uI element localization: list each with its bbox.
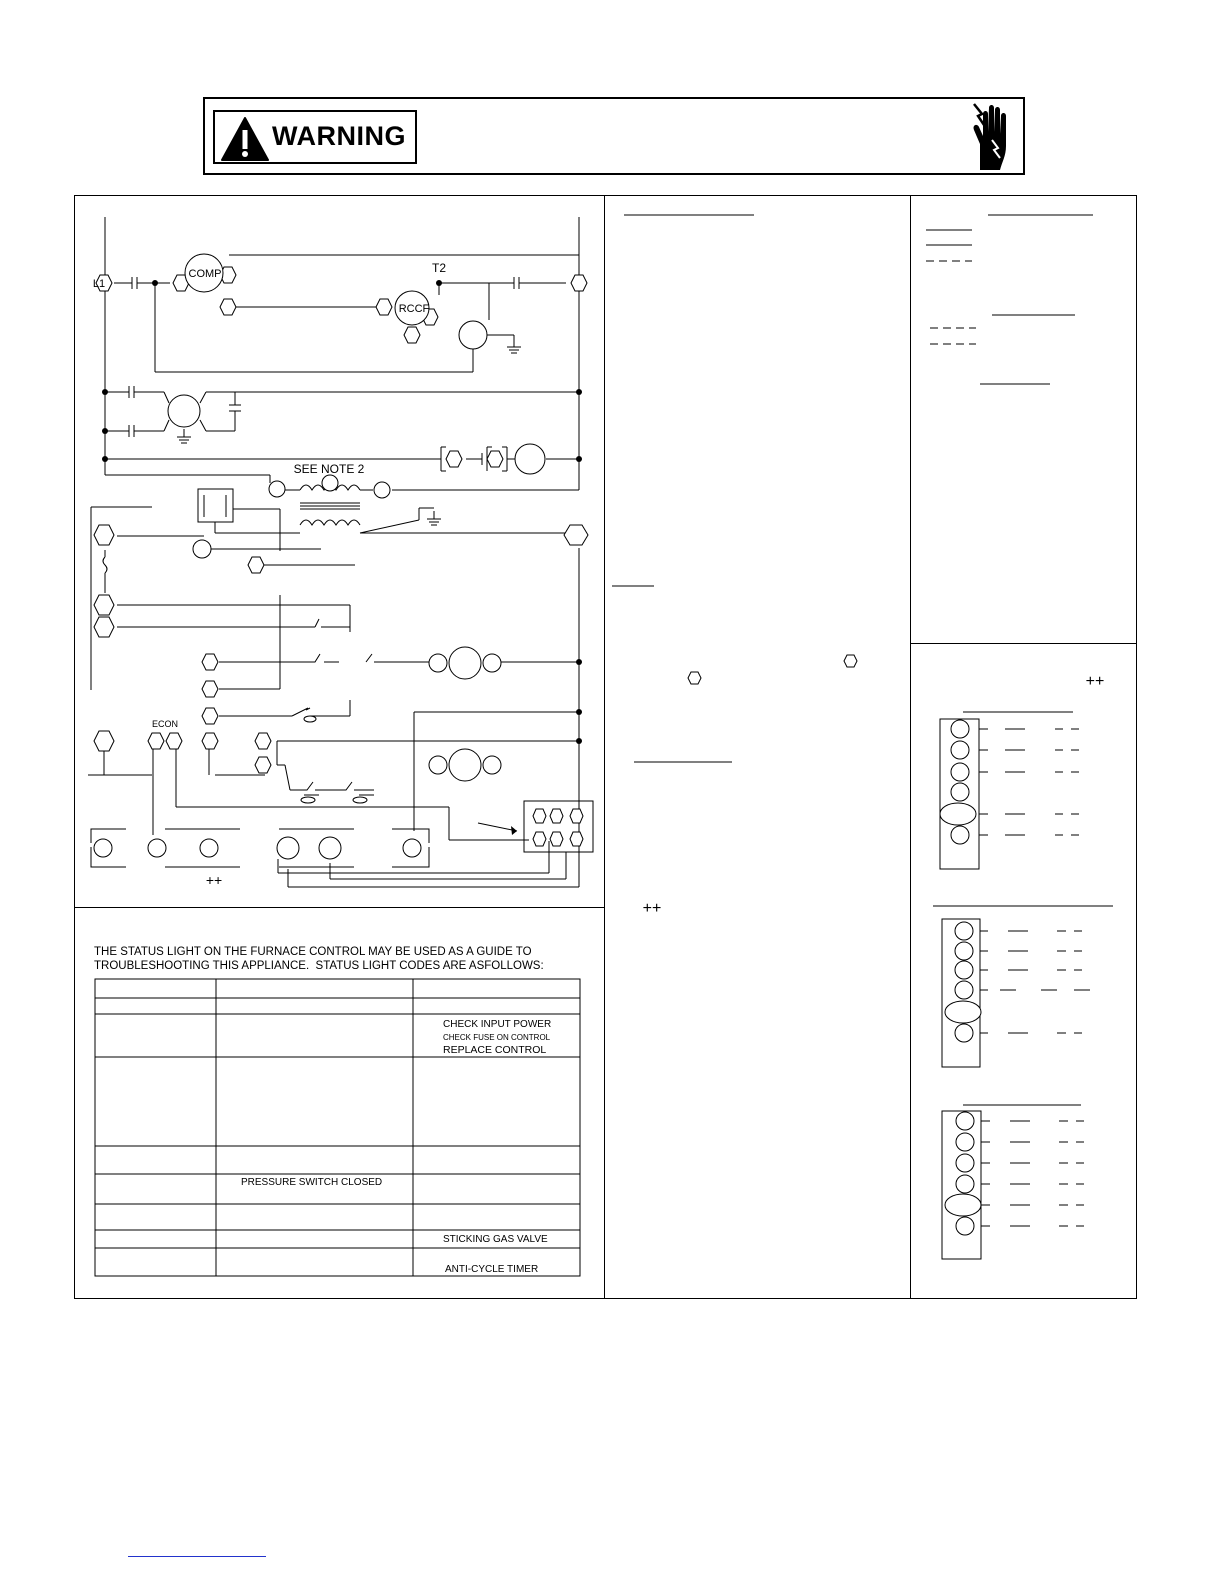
cell-check-input-power: CHECK INPUT POWER: [443, 1019, 552, 1030]
footer-link-underline[interactable]: [128, 1556, 266, 1557]
connector-block-2: [930, 903, 1130, 1073]
warning-title: WARNING: [272, 121, 406, 151]
status-intro-line2: TROUBLESHOOTING THIS APPLIANCE. STATUS LIGHT CODES ARE ASFOLLOWS:: [94, 960, 544, 972]
connector-block-3: [930, 1098, 1130, 1268]
ladder-schematic: [74, 195, 604, 907]
cell-replace-control: REPLACE CONTROL: [443, 1044, 547, 1056]
notes-dagger: ++: [642, 900, 662, 917]
rccf-label: RCCF: [398, 303, 430, 315]
status-light-intro: [94, 945, 544, 973]
cell-sticking-gas-valve: STICKING GAS VALVE: [443, 1234, 548, 1245]
t2-label: T2: [431, 261, 447, 275]
cell-pressure-switch-closed: PRESSURE SWITCH CLOSED: [241, 1177, 383, 1188]
econ-label: ECON: [151, 719, 179, 729]
cell-check-fuse: CHECK FUSE ON CONTROL: [443, 1033, 551, 1042]
cell-anti-cycle-timer: ANTI-CYCLE TIMER: [445, 1264, 539, 1275]
hand-electric-shock-icon: [966, 100, 1022, 172]
exclamation-triangle-icon: [220, 116, 270, 162]
notes-column: [604, 195, 910, 1299]
dagger-bottom-label: ++: [205, 872, 223, 888]
l1-label: L1: [92, 278, 106, 290]
legend-dagger: ++: [1085, 673, 1105, 690]
comp-label: COMP: [188, 268, 222, 280]
schematic-divider: [74, 907, 604, 908]
see-note-label: SEE NOTE 2: [293, 462, 365, 476]
connector-block-1: [930, 705, 1130, 875]
status-intro-line1: THE STATUS LIGHT ON THE FURNACE CONTROL MAY BE USED AS A GUIDE TO: [94, 946, 532, 958]
